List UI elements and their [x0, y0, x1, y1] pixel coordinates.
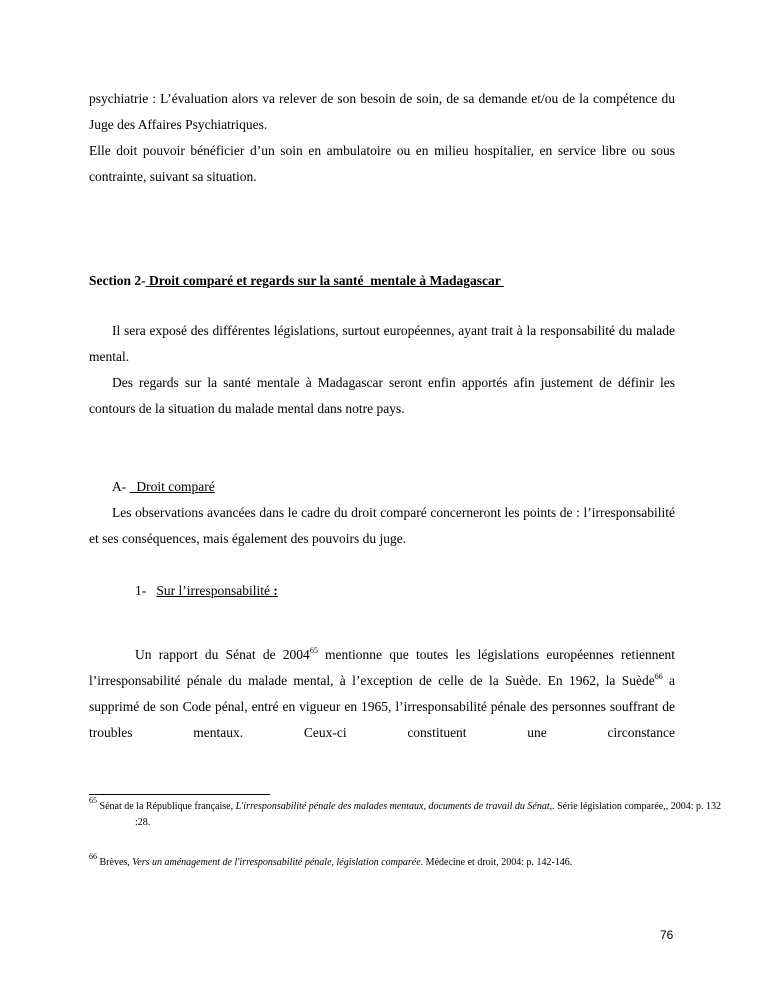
footnote-65 [89, 796, 721, 831]
footnote-separator [89, 794, 270, 795]
page-number: 76 [660, 928, 674, 942]
section-paragraph-text-2: Des regards sur la santé mentale à Madagascar seront enfin apportés afin justement de définir les contours de la situation du malade mental dans notre pays. [89, 375, 675, 416]
footnote-ref-66: 66 [654, 672, 663, 681]
subsection-a-text: Les observations avancées dans le cadre du droit comparé concerneront les points de : l’irresponsabilité et ses conséquences, mais également des pouvoirs du juge. [89, 505, 675, 546]
section-paragraph-2 [89, 370, 675, 422]
subsection-a-label: A- [112, 479, 127, 494]
footnote-65-title: L'irresponsabilité pénale des malades mentaux, documents de travail du Sénat, [235, 801, 553, 812]
subsection-1-label: 1- [135, 583, 147, 598]
footnote-66 [89, 852, 675, 871]
subsection-1-heading [89, 578, 675, 604]
footnote-65-before: Sénat de la République française, [97, 801, 236, 812]
section-paragraph-1 [89, 318, 675, 370]
footnote-65-number: 65 [89, 796, 97, 805]
main-text-2: mentionne que toutes les législations européennes retiennent l’irresponsabilité pénale du malade mental, à l’exception de celle de la Suède. En 1962, la Suède [89, 647, 675, 688]
footnote-ref-65: 65 [309, 646, 318, 655]
section-paragraph-text-1: Il sera exposé des différentes législations, surtout européennes, ayant trait à la responsabilité du malade mental. [89, 323, 675, 364]
subsection-1-title: Sur l’irresponsabilité [156, 583, 270, 598]
section-prefix: Section 2- [89, 273, 146, 288]
intro-text-2: Elle doit pouvoir bénéficier d’un soin en ambulatoire ou en milieu hospitalier, en service libre ou sous contrainte, suivant sa situation. [89, 143, 675, 184]
intro-paragraph-2 [89, 138, 675, 190]
subsection-a-title: Droit comparé [129, 479, 215, 494]
subsection-a-heading [89, 474, 675, 500]
footnote-66-before: Brèves, [97, 857, 133, 868]
subsection-1-colon: : [269, 583, 278, 598]
section-heading [89, 271, 675, 291]
footnote-65-after: . Série législation comparée,, 2004: p. 132 :28. [135, 801, 721, 828]
main-text-3: a supprimé de son Code pénal, entré en vigueur en 1965, l’irresponsabilité pénale des personnes souffrant de troubles mentaux. Ceux-ci constituent une circonstance [89, 673, 675, 740]
intro-paragraph-1 [89, 86, 675, 138]
footnote-66-title: Vers un aménagement de l'irresponsabilité pénale, législation comparée [132, 857, 421, 868]
main-paragraph [89, 642, 675, 746]
footnote-66-number: 66 [89, 852, 97, 861]
footnote-66-after: . Médecine et droit, 2004: p. 142-146. [420, 857, 573, 868]
section-title: Droit comparé et regards sur la santé mentale à Madagascar [145, 273, 504, 288]
subsection-a-paragraph [89, 500, 675, 552]
main-text-1: Un rapport du Sénat de 2004 [135, 647, 310, 662]
intro-text-1: psychiatrie : L’évaluation alors va relever de son besoin de soin, de sa demande et/ou de la compétence du Juge des Affaires Psychiatriques. [89, 91, 675, 132]
